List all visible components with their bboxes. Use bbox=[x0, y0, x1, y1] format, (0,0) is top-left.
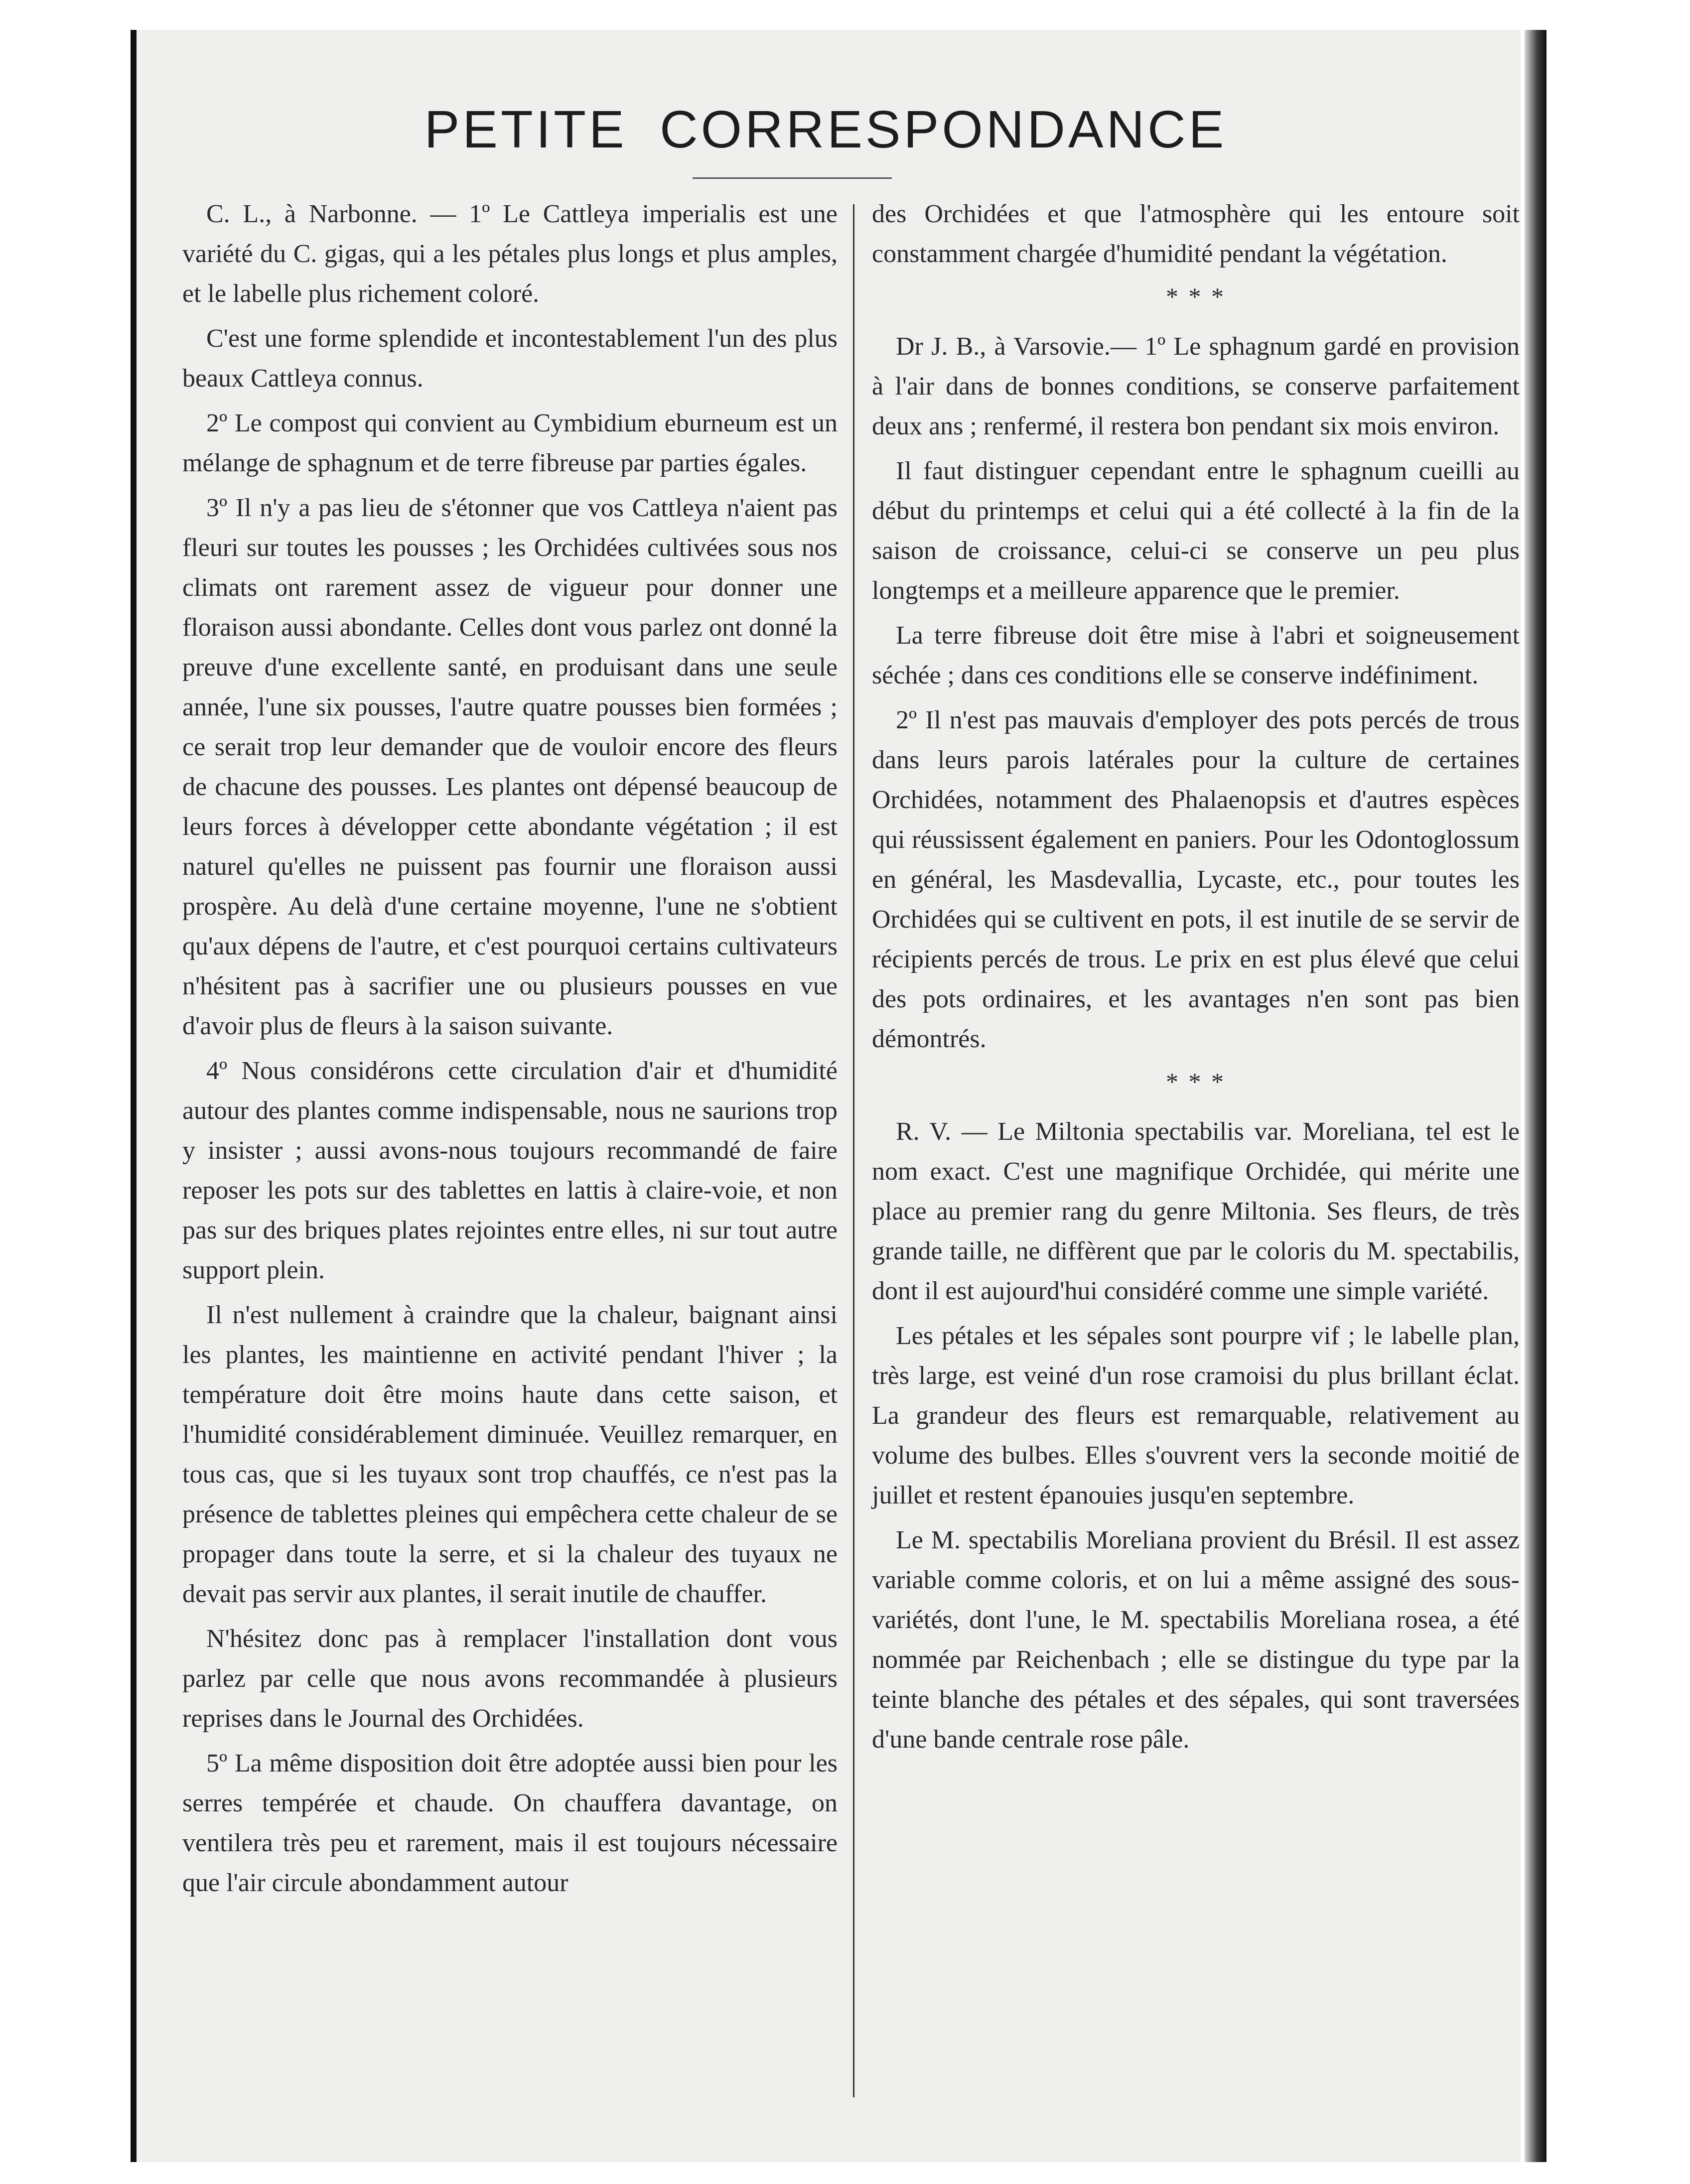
page-edge-shadow bbox=[1525, 30, 1547, 2162]
paragraph: N'hésitez donc pas à remplacer l'installation dont vous parlez par celle que nous avons recommandée à plusieurs reprises dans le Journal des Orchidées. bbox=[182, 1625, 838, 1733]
paragraph: C. L., à Narbonne. — 1º Le Cattleya imperialis est une variété du C. gigas, qui a les pétales plus longs et plus amples, et le labelle plus richement coloré. bbox=[182, 200, 838, 308]
paragraph: des Orchidées et que l'atmosphère qui les entoure soit constamment chargée d'humidité pendant la végétation. bbox=[872, 200, 1520, 268]
section-asterism: * * * bbox=[1166, 1068, 1226, 1095]
paragraph: 5º La même disposition doit être adoptée aussi bien pour les serres tempérée et chaude. On chauffera davantage, on ventilera très peu et rarement, mais il est toujours nécessaire que l'air circule abondamment autour bbox=[182, 1749, 838, 1897]
column-divider bbox=[853, 204, 854, 2097]
paragraph: 2º Le compost qui convient au Cymbidium eburneum est un mélange de sphagnum et de terre fibreuse par parties égales. bbox=[182, 409, 838, 477]
section-asterism: * * * bbox=[1166, 282, 1226, 310]
paragraph: 2º Il n'est pas mauvais d'employer des pots percés de trous dans leurs parois latérales pour la culture de certaines Orchidées, notamment des Phalaenopsis et d'autres espèces qui réussissent également en paniers. Pour les Odontoglossum en général, les Masdevallia, Lycaste, etc., pour toutes les Orchidées qui se cultivent en pots, il est inutile de se servir de récipients percés de trous. Le prix en est plus élevé que celui des pots ordinaires, et les avantages n'en sont pas bien démontrés. bbox=[872, 706, 1520, 1053]
paragraph: R. V. — Le Miltonia spectabilis var. Moreliana, tel est le nom exact. C'est une magnifique Orchidée, qui mérite une place au premier rang du genre Miltonia. Ses fleurs, de très grande taille, ne diffèrent que par le coloris du M. spectabilis, dont il est aujourd'hui considéré comme une simple variété. bbox=[872, 1117, 1520, 1305]
paragraph: La terre fibreuse doit être mise à l'abri et soigneusement séchée ; dans ces conditions elle se conserve indéfiniment. bbox=[872, 621, 1520, 689]
title-rule bbox=[693, 177, 892, 179]
paragraph: Le M. spectabilis Moreliana provient du Brésil. Il est assez variable comme coloris, et on lui a même assigné des sous-variétés, dont l'une, le M. spectabilis Moreliana rosea, a été nommée par Reichenbach ; elle se distingue du type par la teinte blanche des pétales et des sépales, qui sont traversées d'une bande centrale rose pâle. bbox=[872, 1526, 1520, 1754]
paragraph: Dr J. B., à Varsovie.— 1º Le sphagnum gardé en provision à l'air dans de bonnes conditions, se conserve parfaitement deux ans ; renfermé, il restera bon pendant six mois environ. bbox=[872, 332, 1520, 440]
paragraph: Il n'est nullement à craindre que la chaleur, baignant ainsi les plantes, les maintienne en activité pendant l'hiver ; la température doit être moins haute dans cette saison, et l'humidité considérablement diminuée. Veuillez remarquer, en tous cas, que si les tuyaux sont trop chauffés, ce n'est pas la présence de tablettes pleines qui empêchera cette chaleur de se propager dans toute la serre, et si la chaleur des tuyaux ne devait pas servir aux plantes, il serait inutile de chauffer. bbox=[182, 1301, 838, 1608]
right-column bbox=[872, 194, 1520, 1765]
paragraph: 4º Nous considérons cette circulation d'air et d'humidité autour des plantes comme indispensable, nous ne saurions trop y insister ; aussi avons-nous toujours recommandé de faire reposer les pots sur des tablettes en lattis à claire-voie, et non pas sur des briques plates rejointes entre elles, ni sur tout autre support plein. bbox=[182, 1057, 838, 1284]
left-column bbox=[182, 194, 838, 1908]
paragraph: 3º Il n'y a pas lieu de s'étonner que vos Cattleya n'aient pas fleuri sur toutes les pousses ; les Orchidées cultivées sous nos climats ont rarement assez de vigueur pour donner une floraison aussi abondante. Celles dont vous parlez ont donné la preuve d'une excellente santé, en produisant dans une seule année, l'une six pousses, l'autre quatre pousses bien formées ; ce serait trop leur demander que de vouloir encore des fleurs de chacune des pousses. Les plantes ont dépensé beaucoup de leurs forces à développer cette abondante végétation ; il est naturel qu'elles ne puissent pas fournir une floraison aussi prospère. Au delà d'une certaine moyenne, l'une ne s'obtient qu'aux dépens de l'autre, et c'est pourquoi certains cultivateurs n'hésitent pas à sacrifier une ou plusieurs pousses en vue d'avoir plus de fleurs à la saison suivante. bbox=[182, 494, 838, 1040]
paragraph: Les pétales et les sépales sont pourpre vif ; le labelle plan, très large, est veiné d'un rose cramoisi du plus brillant éclat. La grandeur des fleurs est remarquable, relativement au volume des bulbes. Elles s'ouvrent vers la seconde moitié de juillet et restent épanouies jusqu'en septembre. bbox=[872, 1322, 1520, 1509]
paragraph: C'est une forme splendide et incontestablement l'un des plus beaux Cattleya connus. bbox=[182, 324, 838, 393]
paragraph: Il faut distinguer cependant entre le sphagnum cueilli au début du printemps et celui qui a été collecté à la fin de la saison de croissance, celui-ci se conserve un peu plus longtemps et a meilleure apparence que le premier. bbox=[872, 457, 1520, 605]
page-title: PETITE CORRESPONDANCE bbox=[424, 100, 1227, 159]
